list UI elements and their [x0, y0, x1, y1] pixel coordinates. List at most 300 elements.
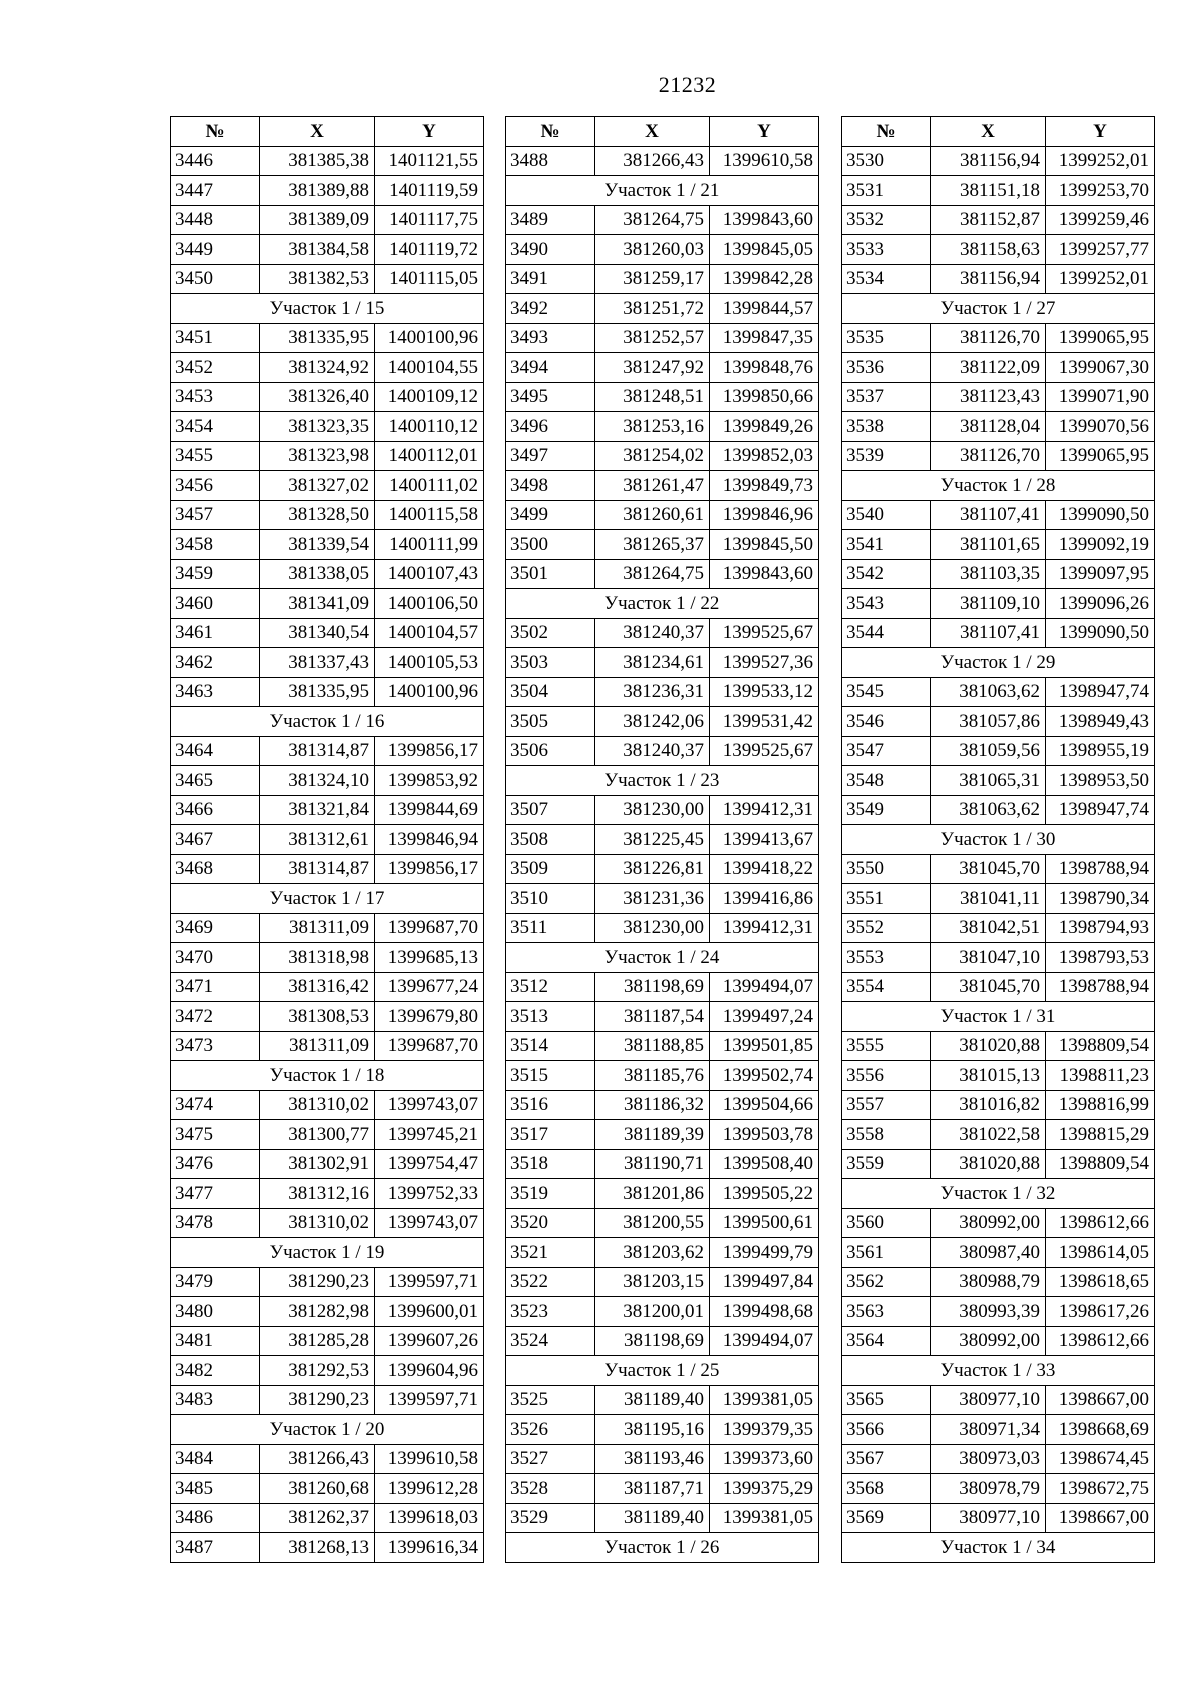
- section-row: [506, 766, 819, 796]
- point-number: 3522: [506, 1267, 595, 1297]
- table-row: [506, 1208, 819, 1238]
- y-coordinate: 1399610,58: [375, 1444, 484, 1474]
- y-coordinate: 1398955,19: [1046, 736, 1155, 766]
- x-coordinate: 381262,37: [260, 1503, 375, 1533]
- x-coordinate: 381234,61: [595, 648, 710, 678]
- point-number: 3544: [842, 618, 931, 648]
- point-number: 3568: [842, 1474, 931, 1504]
- x-coordinate: 381185,76: [595, 1061, 710, 1091]
- point-number: 3470: [171, 943, 260, 973]
- section-row: [171, 884, 484, 914]
- point-number: 3504: [506, 677, 595, 707]
- table-row: [506, 736, 819, 766]
- table-row: [171, 854, 484, 884]
- section-title: Участок 1 / 34: [842, 1533, 1155, 1563]
- point-number: 3560: [842, 1208, 931, 1238]
- table-row: [171, 1297, 484, 1327]
- point-number: 3469: [171, 913, 260, 943]
- point-number: 3459: [171, 559, 260, 589]
- table-row: [842, 412, 1155, 442]
- section-row: [171, 1415, 484, 1445]
- point-number: 3480: [171, 1297, 260, 1327]
- header-y: Y: [1046, 117, 1155, 147]
- x-coordinate: 381265,37: [595, 530, 710, 560]
- section-title: Участок 1 / 22: [506, 589, 819, 619]
- table-row: [842, 530, 1155, 560]
- point-number: 3502: [506, 618, 595, 648]
- point-number: 3517: [506, 1120, 595, 1150]
- point-number: 3525: [506, 1385, 595, 1415]
- point-number: 3518: [506, 1149, 595, 1179]
- point-number: 3499: [506, 500, 595, 530]
- point-number: 3478: [171, 1208, 260, 1238]
- x-coordinate: 381264,75: [595, 559, 710, 589]
- coordinates-table-middle: [505, 116, 819, 1563]
- table-row: [171, 353, 484, 383]
- table-row: [506, 1149, 819, 1179]
- point-number: 3476: [171, 1149, 260, 1179]
- y-coordinate: 1399687,70: [375, 1031, 484, 1061]
- point-number: 3550: [842, 854, 931, 884]
- y-coordinate: 1400100,96: [375, 323, 484, 353]
- point-number: 3526: [506, 1415, 595, 1445]
- point-number: 3549: [842, 795, 931, 825]
- section-title: Участок 1 / 28: [842, 471, 1155, 501]
- x-coordinate: 381047,10: [931, 943, 1046, 973]
- x-coordinate: 381384,58: [260, 235, 375, 265]
- table-row: [171, 677, 484, 707]
- point-number: 3497: [506, 441, 595, 471]
- table-row: [171, 205, 484, 235]
- table-row: [171, 382, 484, 412]
- table-row: [506, 1061, 819, 1091]
- x-coordinate: 381242,06: [595, 707, 710, 737]
- y-coordinate: 1399685,13: [375, 943, 484, 973]
- x-coordinate: 381189,40: [595, 1385, 710, 1415]
- table-row: [842, 943, 1155, 973]
- x-coordinate: 381324,92: [260, 353, 375, 383]
- point-number: 3519: [506, 1179, 595, 1209]
- point-number: 3532: [842, 205, 931, 235]
- table-row: [506, 1002, 819, 1032]
- y-coordinate: 1399842,28: [710, 264, 819, 294]
- x-coordinate: 380977,10: [931, 1385, 1046, 1415]
- section-title: Участок 1 / 18: [171, 1061, 484, 1091]
- table-row: [171, 500, 484, 530]
- table-row: [171, 736, 484, 766]
- point-number: 3492: [506, 294, 595, 324]
- section-title: Участок 1 / 29: [842, 648, 1155, 678]
- y-coordinate: 1399503,78: [710, 1120, 819, 1150]
- y-coordinate: 1399845,50: [710, 530, 819, 560]
- section-title: Участок 1 / 32: [842, 1179, 1155, 1209]
- table-row: [171, 441, 484, 471]
- x-coordinate: 381236,31: [595, 677, 710, 707]
- y-coordinate: 1400111,02: [375, 471, 484, 501]
- table-row: [842, 1326, 1155, 1356]
- y-coordinate: 1398614,05: [1046, 1238, 1155, 1268]
- section-row: [506, 589, 819, 619]
- y-coordinate: 1400112,01: [375, 441, 484, 471]
- y-coordinate: 1399253,70: [1046, 176, 1155, 206]
- point-number: 3457: [171, 500, 260, 530]
- table-row: [842, 1208, 1155, 1238]
- table-row: [171, 146, 484, 176]
- y-coordinate: 1400106,50: [375, 589, 484, 619]
- point-number: 3567: [842, 1444, 931, 1474]
- table-row: [506, 471, 819, 501]
- section-title: Участок 1 / 30: [842, 825, 1155, 855]
- y-coordinate: 1399600,01: [375, 1297, 484, 1327]
- y-coordinate: 1399375,29: [710, 1474, 819, 1504]
- section-row: [842, 825, 1155, 855]
- x-coordinate: 381248,51: [595, 382, 710, 412]
- point-number: 3557: [842, 1090, 931, 1120]
- y-coordinate: 1399092,19: [1046, 530, 1155, 560]
- y-coordinate: 1399504,66: [710, 1090, 819, 1120]
- x-coordinate: 380992,00: [931, 1326, 1046, 1356]
- x-coordinate: 381187,54: [595, 1002, 710, 1032]
- x-coordinate: 381339,54: [260, 530, 375, 560]
- table-row: [506, 1090, 819, 1120]
- y-coordinate: 1399844,57: [710, 294, 819, 324]
- y-coordinate: 1399252,01: [1046, 146, 1155, 176]
- point-number: 3462: [171, 648, 260, 678]
- table-row: [506, 1385, 819, 1415]
- x-coordinate: 381318,98: [260, 943, 375, 973]
- table-header-row: [842, 117, 1155, 147]
- point-number: 3485: [171, 1474, 260, 1504]
- table-row: [842, 1149, 1155, 1179]
- table-row: [842, 589, 1155, 619]
- y-coordinate: 1399373,60: [710, 1444, 819, 1474]
- y-coordinate: 1398667,00: [1046, 1385, 1155, 1415]
- x-coordinate: 381128,04: [931, 412, 1046, 442]
- table-row: [171, 1474, 484, 1504]
- y-coordinate: 1400109,12: [375, 382, 484, 412]
- y-coordinate: 1399848,76: [710, 353, 819, 383]
- x-coordinate: 381335,95: [260, 323, 375, 353]
- point-number: 3509: [506, 854, 595, 884]
- x-coordinate: 381016,82: [931, 1090, 1046, 1120]
- y-coordinate: 1399259,46: [1046, 205, 1155, 235]
- point-number: 3558: [842, 1120, 931, 1150]
- table-row: [842, 1031, 1155, 1061]
- table-row: [842, 264, 1155, 294]
- x-coordinate: 381240,37: [595, 736, 710, 766]
- section-title: Участок 1 / 19: [171, 1238, 484, 1268]
- x-coordinate: 381187,71: [595, 1474, 710, 1504]
- point-number: 3514: [506, 1031, 595, 1061]
- y-coordinate: 1399257,77: [1046, 235, 1155, 265]
- point-number: 3500: [506, 530, 595, 560]
- table-row: [842, 1503, 1155, 1533]
- point-number: 3453: [171, 382, 260, 412]
- table-row: [506, 1297, 819, 1327]
- section-row: [842, 471, 1155, 501]
- x-coordinate: 381312,61: [260, 825, 375, 855]
- x-coordinate: 381259,17: [595, 264, 710, 294]
- x-coordinate: 381261,47: [595, 471, 710, 501]
- y-coordinate: 1399849,73: [710, 471, 819, 501]
- y-coordinate: 1399610,58: [710, 146, 819, 176]
- y-coordinate: 1398618,65: [1046, 1267, 1155, 1297]
- table-row: [171, 1267, 484, 1297]
- point-number: 3553: [842, 943, 931, 973]
- x-coordinate: 381195,16: [595, 1415, 710, 1445]
- table-row: [506, 1031, 819, 1061]
- y-coordinate: 1399846,94: [375, 825, 484, 855]
- header-x: X: [931, 117, 1046, 147]
- y-coordinate: 1398788,94: [1046, 854, 1155, 884]
- header-number: №: [171, 117, 260, 147]
- y-coordinate: 1399853,92: [375, 766, 484, 796]
- table-row: [506, 1326, 819, 1356]
- table-row: [842, 795, 1155, 825]
- y-coordinate: 1399413,67: [710, 825, 819, 855]
- x-coordinate: 381337,43: [260, 648, 375, 678]
- point-number: 3540: [842, 500, 931, 530]
- x-coordinate: 381260,68: [260, 1474, 375, 1504]
- section-row: [506, 1533, 819, 1563]
- table-row: [506, 530, 819, 560]
- section-title: Участок 1 / 25: [506, 1356, 819, 1386]
- table-row: [506, 353, 819, 383]
- table-row: [506, 441, 819, 471]
- y-coordinate: 1399687,70: [375, 913, 484, 943]
- y-coordinate: 1399381,05: [710, 1385, 819, 1415]
- x-coordinate: 381323,35: [260, 412, 375, 442]
- point-number: 3449: [171, 235, 260, 265]
- y-coordinate: 1398809,54: [1046, 1149, 1155, 1179]
- table-row: [171, 589, 484, 619]
- point-number: 3464: [171, 736, 260, 766]
- y-coordinate: 1399612,28: [375, 1474, 484, 1504]
- x-coordinate: 381203,62: [595, 1238, 710, 1268]
- table-row: [506, 677, 819, 707]
- point-number: 3531: [842, 176, 931, 206]
- y-coordinate: 1398815,29: [1046, 1120, 1155, 1150]
- table-row: [171, 1385, 484, 1415]
- y-coordinate: 1399502,74: [710, 1061, 819, 1091]
- x-coordinate: 381198,69: [595, 1326, 710, 1356]
- section-row: [842, 1002, 1155, 1032]
- section-row: [842, 1356, 1155, 1386]
- point-number: 3454: [171, 412, 260, 442]
- section-title: Участок 1 / 20: [171, 1415, 484, 1445]
- x-coordinate: 381260,03: [595, 235, 710, 265]
- x-coordinate: 381292,53: [260, 1356, 375, 1386]
- x-coordinate: 381126,70: [931, 441, 1046, 471]
- point-number: 3535: [842, 323, 931, 353]
- table-row: [842, 1385, 1155, 1415]
- y-coordinate: 1399381,05: [710, 1503, 819, 1533]
- table-row: [842, 1120, 1155, 1150]
- y-coordinate: 1401119,59: [375, 176, 484, 206]
- x-coordinate: 381189,39: [595, 1120, 710, 1150]
- point-number: 3488: [506, 146, 595, 176]
- y-coordinate: 1399607,26: [375, 1326, 484, 1356]
- table-row: [506, 1415, 819, 1445]
- y-coordinate: 1399856,17: [375, 854, 484, 884]
- x-coordinate: 381385,38: [260, 146, 375, 176]
- y-coordinate: 1399379,35: [710, 1415, 819, 1445]
- point-number: 3487: [171, 1533, 260, 1563]
- x-coordinate: 381266,43: [595, 146, 710, 176]
- x-coordinate: 380978,79: [931, 1474, 1046, 1504]
- y-coordinate: 1399531,42: [710, 707, 819, 737]
- x-coordinate: 381158,63: [931, 235, 1046, 265]
- point-number: 3562: [842, 1267, 931, 1297]
- section-row: [842, 294, 1155, 324]
- y-coordinate: 1399096,26: [1046, 589, 1155, 619]
- x-coordinate: 381266,43: [260, 1444, 375, 1474]
- x-coordinate: 381324,10: [260, 766, 375, 796]
- x-coordinate: 380993,39: [931, 1297, 1046, 1327]
- y-coordinate: 1399844,69: [375, 795, 484, 825]
- section-row: [842, 1533, 1155, 1563]
- point-number: 3475: [171, 1120, 260, 1150]
- point-number: 3467: [171, 825, 260, 855]
- point-number: 3474: [171, 1090, 260, 1120]
- y-coordinate: 1399743,07: [375, 1208, 484, 1238]
- y-coordinate: 1398816,99: [1046, 1090, 1155, 1120]
- y-coordinate: 1399067,30: [1046, 353, 1155, 383]
- table-row: [842, 766, 1155, 796]
- point-number: 3569: [842, 1503, 931, 1533]
- section-title: Участок 1 / 21: [506, 176, 819, 206]
- x-coordinate: 381247,92: [595, 353, 710, 383]
- y-coordinate: 1398794,93: [1046, 913, 1155, 943]
- x-coordinate: 381302,91: [260, 1149, 375, 1179]
- x-coordinate: 380971,34: [931, 1415, 1046, 1445]
- x-coordinate: 381065,31: [931, 766, 1046, 796]
- table-row: [171, 795, 484, 825]
- point-number: 3489: [506, 205, 595, 235]
- point-number: 3521: [506, 1238, 595, 1268]
- point-number: 3451: [171, 323, 260, 353]
- table-row: [506, 1267, 819, 1297]
- y-coordinate: 1399412,31: [710, 913, 819, 943]
- x-coordinate: 381042,51: [931, 913, 1046, 943]
- x-coordinate: 381252,57: [595, 323, 710, 353]
- x-coordinate: 381101,65: [931, 530, 1046, 560]
- section-row: [506, 1356, 819, 1386]
- y-coordinate: 1398947,74: [1046, 677, 1155, 707]
- x-coordinate: 381189,40: [595, 1503, 710, 1533]
- y-coordinate: 1399849,26: [710, 412, 819, 442]
- y-coordinate: 1399743,07: [375, 1090, 484, 1120]
- y-coordinate: 1399745,21: [375, 1120, 484, 1150]
- point-number: 3491: [506, 264, 595, 294]
- x-coordinate: 381126,70: [931, 323, 1046, 353]
- point-number: 3498: [506, 471, 595, 501]
- point-number: 3552: [842, 913, 931, 943]
- y-coordinate: 1400115,58: [375, 500, 484, 530]
- point-number: 3556: [842, 1061, 931, 1091]
- point-number: 3496: [506, 412, 595, 442]
- point-number: 3447: [171, 176, 260, 206]
- x-coordinate: 381107,41: [931, 500, 1046, 530]
- point-number: 3505: [506, 707, 595, 737]
- x-coordinate: 381063,62: [931, 677, 1046, 707]
- y-coordinate: 1400100,96: [375, 677, 484, 707]
- point-number: 3541: [842, 530, 931, 560]
- section-row: [842, 1179, 1155, 1209]
- point-number: 3533: [842, 235, 931, 265]
- table-row: [506, 618, 819, 648]
- x-coordinate: 381193,46: [595, 1444, 710, 1474]
- header-x: X: [260, 117, 375, 147]
- point-number: 3482: [171, 1356, 260, 1386]
- x-coordinate: 381231,36: [595, 884, 710, 914]
- x-coordinate: 381389,09: [260, 205, 375, 235]
- x-coordinate: 381285,28: [260, 1326, 375, 1356]
- table-row: [842, 500, 1155, 530]
- y-coordinate: 1399616,34: [375, 1533, 484, 1563]
- point-number: 3446: [171, 146, 260, 176]
- y-coordinate: 1401121,55: [375, 146, 484, 176]
- point-number: 3524: [506, 1326, 595, 1356]
- table-row: [506, 884, 819, 914]
- table-row: [842, 677, 1155, 707]
- x-coordinate: 381264,75: [595, 205, 710, 235]
- table-row: [171, 972, 484, 1002]
- y-coordinate: 1399618,03: [375, 1503, 484, 1533]
- table-row: [506, 854, 819, 884]
- point-number: 3465: [171, 766, 260, 796]
- point-number: 3539: [842, 441, 931, 471]
- table-row: [171, 264, 484, 294]
- y-coordinate: 1398668,69: [1046, 1415, 1155, 1445]
- table-row: [506, 1474, 819, 1504]
- x-coordinate: 381226,81: [595, 854, 710, 884]
- section-row: [506, 176, 819, 206]
- x-coordinate: 381254,02: [595, 441, 710, 471]
- point-number: 3483: [171, 1385, 260, 1415]
- point-number: 3565: [842, 1385, 931, 1415]
- y-coordinate: 1399508,40: [710, 1149, 819, 1179]
- x-coordinate: 381107,41: [931, 618, 1046, 648]
- table-row: [171, 1533, 484, 1563]
- point-number: 3463: [171, 677, 260, 707]
- header-number: №: [506, 117, 595, 147]
- table-row: [171, 913, 484, 943]
- table-row: [506, 825, 819, 855]
- point-number: 3554: [842, 972, 931, 1002]
- section-title: Участок 1 / 15: [171, 294, 484, 324]
- table-row: [842, 146, 1155, 176]
- table-row: [506, 205, 819, 235]
- page-number: 21232: [658, 72, 717, 97]
- point-number: 3472: [171, 1002, 260, 1032]
- table-row: [506, 1503, 819, 1533]
- point-number: 3564: [842, 1326, 931, 1356]
- y-coordinate: 1399527,36: [710, 648, 819, 678]
- table-row: [506, 559, 819, 589]
- x-coordinate: 381260,61: [595, 500, 710, 530]
- table-row: [842, 382, 1155, 412]
- y-coordinate: 1399412,31: [710, 795, 819, 825]
- x-coordinate: 381314,87: [260, 736, 375, 766]
- section-title: Участок 1 / 23: [506, 766, 819, 796]
- y-coordinate: 1400110,12: [375, 412, 484, 442]
- table-row: [842, 736, 1155, 766]
- section-row: [171, 707, 484, 737]
- y-coordinate: 1399497,24: [710, 1002, 819, 1032]
- point-number: 3450: [171, 264, 260, 294]
- x-coordinate: 381312,16: [260, 1179, 375, 1209]
